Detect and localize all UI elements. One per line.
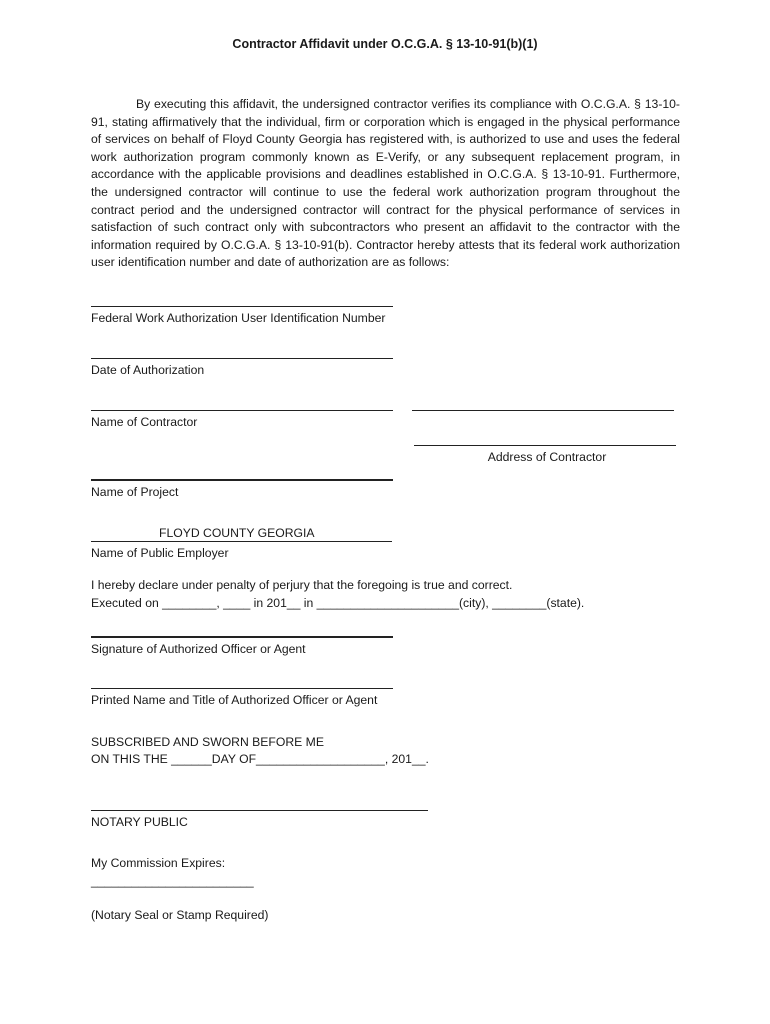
project-name-label: Name of Project: [91, 485, 179, 499]
contractor-address-blank-line-1[interactable]: [412, 410, 674, 411]
contractor-address-field-line2[interactable]: [414, 445, 676, 464]
project-name-field[interactable]: [91, 479, 393, 499]
public-employer-value: FLOYD COUNTY GEORGIA: [159, 526, 315, 540]
contractor-name-field[interactable]: [91, 410, 393, 429]
printed-name-blank-line[interactable]: [91, 688, 393, 689]
public-employer-field: [91, 526, 392, 560]
notary-public-field[interactable]: [91, 810, 428, 829]
printed-name-label: Printed Name and Title of Authorized Officer or Agent: [91, 693, 378, 707]
document-title: Contractor Affidavit under O.C.G.A. § 13-10-91(b)(1): [232, 37, 538, 51]
user-id-label: Federal Work Authorization User Identification Number: [91, 311, 386, 325]
contractor-address-field-line1[interactable]: [412, 410, 674, 411]
perjury-declaration: I hereby declare under penalty of perjury that the foregoing is true and correct.: [91, 578, 513, 592]
notary-public-label: NOTARY PUBLIC: [91, 815, 188, 829]
project-name-blank-line[interactable]: [91, 479, 393, 481]
commission-expires-label: My Commission Expires:: [91, 856, 226, 870]
signature-blank-line[interactable]: [91, 636, 393, 638]
commission-expires-blank[interactable]: ________________________: [91, 874, 254, 888]
subscribed-sworn-line-2[interactable]: ON THIS THE ______DAY OF___________________, 201__.: [91, 752, 429, 766]
contractor-name-label: Name of Contractor: [91, 415, 198, 429]
user-id-field[interactable]: [91, 306, 393, 325]
subscribed-sworn-line-1: SUBSCRIBED AND SWORN BEFORE ME: [91, 735, 324, 749]
contractor-name-blank-line[interactable]: [91, 410, 393, 411]
affidavit-body: By executing this affidavit, the undersigned contractor verifies its compliance with O.C.G.A. § 13-10-91, stating affirmatively that the individual, firm or corporation which is engaged in the physical performance of services on behalf of Floyd County Georgia has registered with, is authorized to use and uses the federal work authorization program commonly known as E-Verify, or any subsequent replacement program, in accordance with the applicable provisions and deadlines established in O.C.G.A. § 13-10-91. Furthermore, the undersigned contractor will continue to use the federal work authorization program throughout the contract period and the undersigned contractor will contract for the physical performance of services in satisfaction of such contract only with subcontractors who present an affidavit to the contractor with the information required by O.C.G.A. § 13-10-91(b). Contractor hereby attests that its federal work authorization user identification number and date of authorization are as follows:: [91, 97, 680, 270]
printed-name-field[interactable]: [91, 688, 393, 707]
public-employer-line: [91, 526, 392, 542]
executed-on-line[interactable]: Executed on ________, ____ in 201__ in _____________________(city), ________(state).: [91, 596, 585, 610]
date-of-authorization-label: Date of Authorization: [91, 363, 205, 377]
contractor-address-label: Address of Contractor: [487, 450, 607, 464]
date-of-authorization-blank-line[interactable]: [91, 358, 393, 359]
notary-signature-blank-line[interactable]: [91, 810, 428, 811]
public-employer-label: Name of Public Employer: [91, 546, 229, 560]
signature-label: Signature of Authorized Officer or Agent: [91, 642, 306, 656]
notary-seal-note: (Notary Seal or Stamp Required): [91, 908, 269, 922]
signature-field[interactable]: [91, 636, 393, 656]
contractor-address-blank-line-2[interactable]: [414, 445, 676, 446]
date-of-authorization-field[interactable]: [91, 358, 393, 377]
user-id-blank-line[interactable]: [91, 306, 393, 307]
